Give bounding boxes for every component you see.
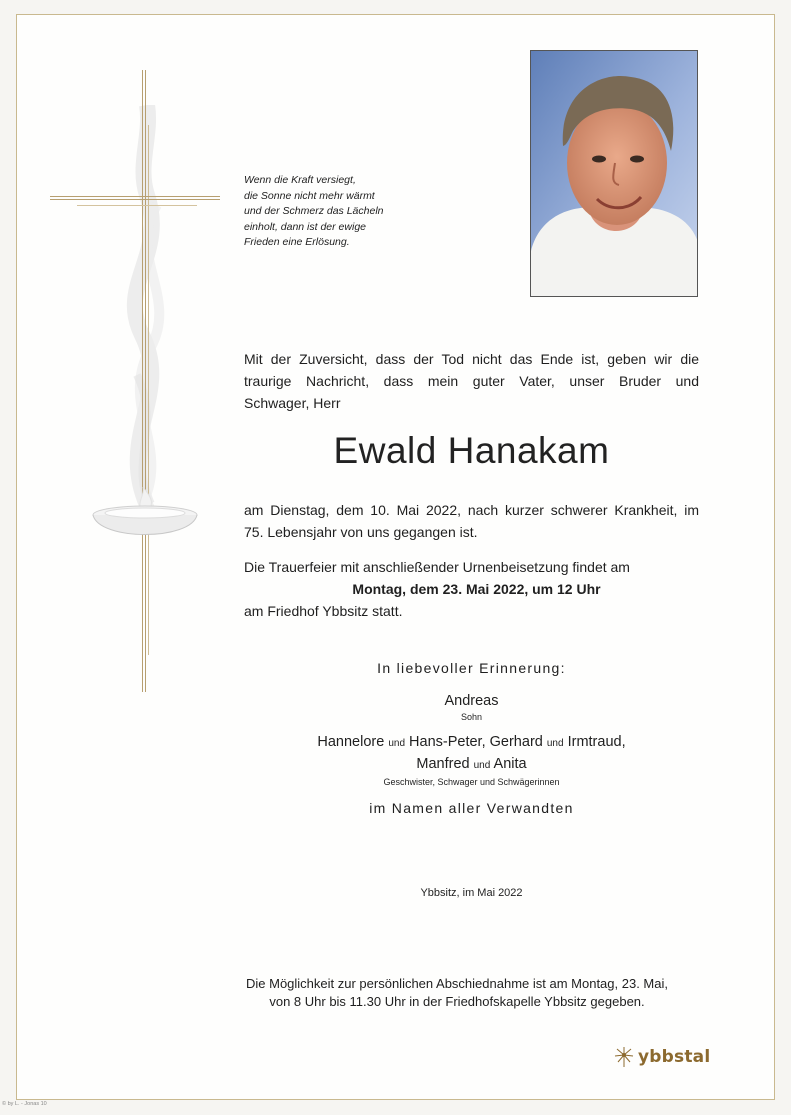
son-name: Andreas (444, 693, 499, 709)
siblings-line-1 (244, 732, 699, 754)
poem-line: und der Schmerz das Lächeln (244, 205, 384, 217)
smoke-decoration (87, 105, 207, 515)
death-line: am Dienstag, dem 10. Mai 2022, nach kurzer schwerer Krankheit, im (244, 502, 699, 518)
poem-line: Frieden eine Erlösung. (244, 236, 350, 248)
portrait-photo (530, 50, 698, 297)
intro-line: Schwager, Herr (244, 395, 341, 411)
memory-heading: In liebevoller Erinnerung: (377, 660, 566, 676)
funeral-location: am Friedhof Ybbsitz statt. (244, 603, 403, 619)
place-date: Ybbsitz, im Mai 2022 (420, 887, 523, 899)
siblings-label: Geschwister, Schwager und Schwägerinnen (383, 777, 560, 787)
poem (244, 173, 424, 251)
farewell-paragraph (207, 975, 707, 1011)
logo-text: ybbstal (638, 1047, 711, 1067)
ybbstal-logo (613, 1045, 710, 1069)
sibling-name: Irmtraud, (567, 734, 626, 750)
portrait-image (531, 51, 698, 297)
connector: und (473, 760, 491, 771)
funeral-date: Montag, dem 23. Mai 2022, um 12 Uhr (352, 581, 601, 597)
connector: und (388, 738, 406, 749)
poem-line: Wenn die Kraft versiegt, (244, 174, 356, 186)
son-block (244, 691, 699, 723)
farewell-line: von 8 Uhr bis 11.30 Uhr in der Friedhofskapelle Ybbsitz gegeben. (269, 994, 645, 1009)
urn-bowl-icon (89, 483, 201, 553)
funeral-paragraph (244, 556, 699, 622)
death-paragraph (244, 499, 699, 543)
sibling-name: Manfred (416, 756, 470, 772)
death-line: 75. Lebensjahr von uns gegangen ist. (244, 524, 478, 540)
connector: und (546, 738, 564, 749)
siblings-line-2 (244, 754, 699, 776)
deceased-name: Ewald Hanakam (333, 430, 610, 471)
cross-icon (142, 70, 146, 692)
intro-paragraph (244, 348, 699, 414)
obituary-card (16, 14, 775, 1100)
farewell-line: Die Möglichkeit zur persönlichen Abschiednahme ist am Montag, 23. Mai, (246, 976, 668, 991)
intro-line: Mit der Zuversicht, dass der Tod nicht das Ende ist, geben wir die (244, 351, 699, 367)
cross-beam (50, 196, 220, 200)
relatives-line: im Namen aller Verwandten (369, 800, 574, 816)
intro-line: traurige Nachricht, dass mein guter Vater, unser Bruder und (244, 373, 699, 389)
sibling-name: Hannelore (317, 734, 385, 750)
cross-beam-inner (77, 205, 197, 206)
dandelion-icon (613, 1046, 635, 1068)
funeral-line: Die Trauerfeier mit anschließender Urnenbeisetzung findet am (244, 559, 630, 575)
sibling-name: Hans-Peter, Gerhard (409, 734, 543, 750)
siblings-block (244, 732, 699, 788)
poem-line: einholt, dann ist der ewige (244, 220, 366, 233)
sibling-name: Anita (493, 756, 527, 772)
copyright: © by L. - Jonas 10 (2, 1101, 47, 1107)
poem-line: die Sonne nicht mehr wärmt (244, 189, 375, 202)
son-label: Sohn (460, 712, 483, 722)
